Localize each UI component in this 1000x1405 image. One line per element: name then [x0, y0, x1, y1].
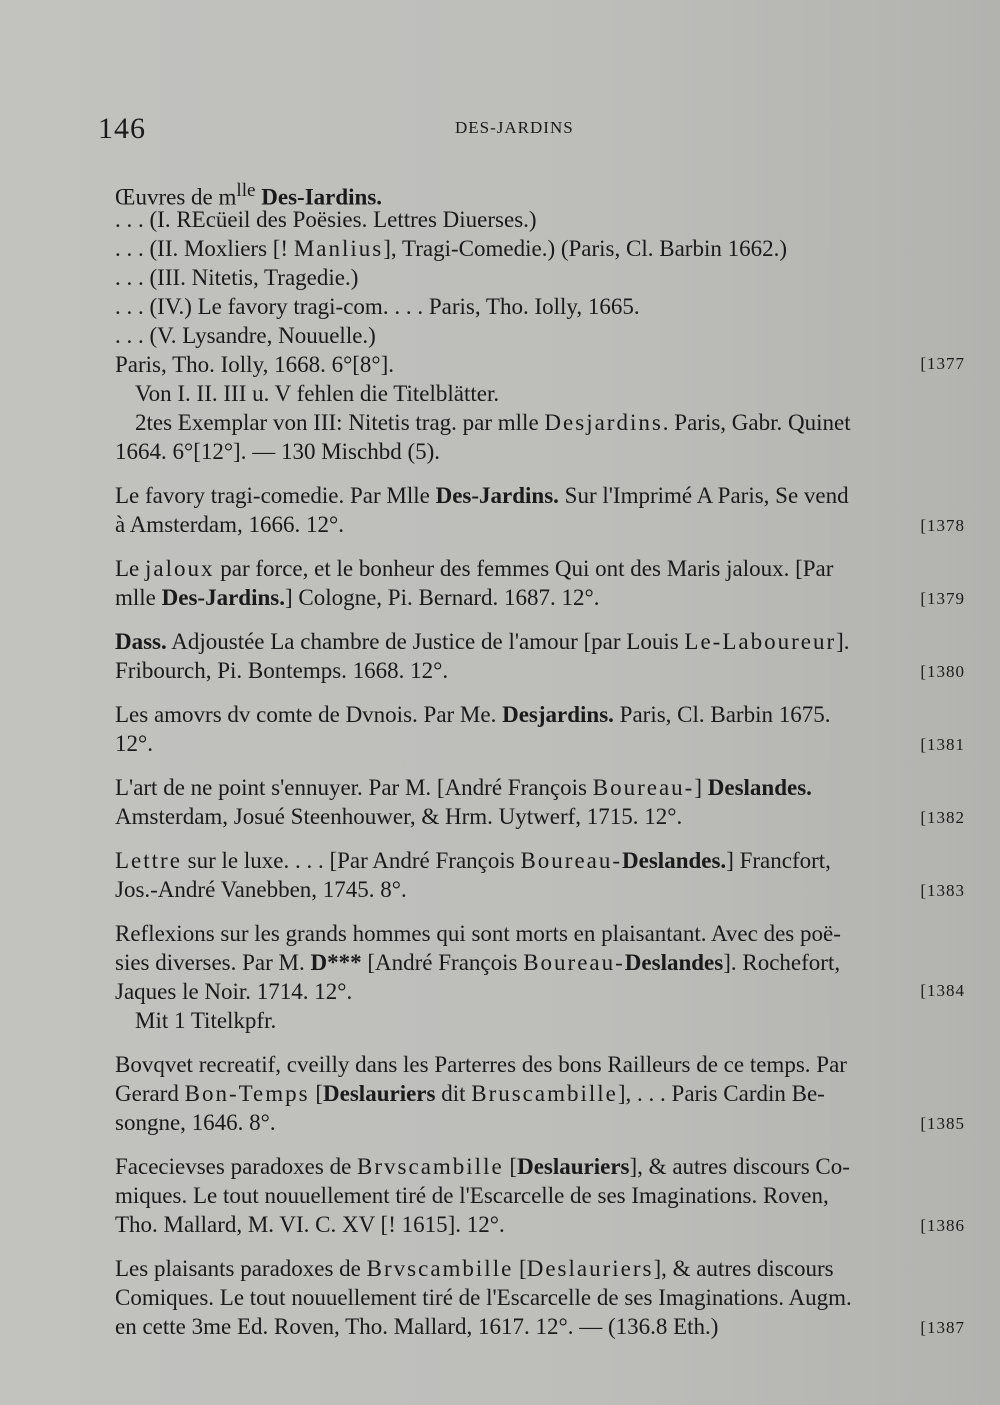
catalog-entries [115, 176, 965, 1356]
entry-text: ]. Rochefort, [723, 950, 841, 975]
author-name: Deslandes. [622, 848, 727, 873]
entry-text: . . . (V. Lysandre, Nouuelle.) [115, 323, 376, 348]
entry-text: Les plaisants paradoxes de [115, 1256, 367, 1281]
entry-line [115, 234, 965, 263]
author-name: D*** [310, 950, 362, 975]
entry-line [115, 1108, 965, 1137]
entry-line [115, 1181, 965, 1210]
author-name: Deslauriers [517, 1154, 630, 1179]
entry-text: Boureau- [520, 848, 623, 873]
entry-text: Œuvres de m [115, 184, 237, 210]
entry-line [115, 656, 965, 685]
entry-text: Jos.-André Vanebben, 1745. 8°. [115, 877, 407, 902]
entry-text: . . . (IV.) Le favory tragi-com. . . . Paris, Tho. Iolly, 1665. [115, 294, 640, 319]
catalog-entry [115, 846, 965, 904]
author-name: Des-Jardins. [161, 585, 285, 610]
entry-number: [1382 [920, 808, 965, 827]
entry-text: Deslauriers [526, 1256, 654, 1281]
entry-text: . . . (I. REcüeil des Poësies. Lettres Diuerses.) [115, 207, 537, 232]
entry-text: Bon-Temps [184, 1081, 310, 1106]
entry-line [115, 948, 965, 977]
entry-text: ], Tragi-Comedie.) (Paris, Cl. Barbin 1662.) [383, 236, 787, 261]
page-number: 146 [98, 112, 146, 145]
entry-text: Comiques. Le tout nouuellement tiré de l'Escarcelle de ses Imaginations. Augm. [115, 1285, 852, 1310]
entry-line [115, 1283, 965, 1312]
entry-line [115, 700, 965, 729]
entry-line [115, 379, 965, 408]
author-name: Dass. [115, 629, 167, 654]
entry-line [115, 773, 965, 802]
entry-line [115, 437, 965, 466]
entry-text: [ [309, 1081, 324, 1106]
entry-text: à Amsterdam, 1666. 12°. [115, 512, 344, 537]
entry-text: Le-Laboureur [684, 629, 837, 654]
entry-number: [1379 [920, 589, 965, 608]
entry-text: Les amovrs dv comte de Dvnois. Par Me. [115, 702, 503, 727]
catalog-entry [115, 481, 965, 539]
entry-line [115, 292, 965, 321]
author-name: Deslandes. [707, 775, 812, 800]
entry-line [115, 583, 965, 612]
catalog-entry [115, 919, 965, 1035]
entry-text: jaloux [145, 556, 215, 581]
entry-text: . . . (II. Moxliers [! [115, 236, 294, 261]
catalog-entry [115, 1152, 965, 1239]
entry-line [115, 481, 965, 510]
catalog-entry [115, 176, 965, 466]
entry-text: [André François [361, 950, 524, 975]
entry-text: dit [435, 1081, 472, 1106]
entry-line [115, 408, 965, 437]
entry-text: Tho. Mallard, M. VI. C. XV [! 1615]. 12°. [115, 1212, 505, 1237]
author-name: Des-Jardins. [435, 483, 559, 508]
entry-text: Manlius [293, 236, 384, 261]
entry-text: [ [503, 1154, 518, 1179]
entry-text: miques. Le tout nouuellement tiré de l'Escarcelle de ses Imaginations. Roven, [115, 1183, 829, 1208]
entry-text: ] Cologne, Pi. Bernard. 1687. 12°. [284, 585, 600, 610]
entry-text: ], & autres discours [653, 1256, 834, 1281]
entry-text: par force, et le bonheur des femmes Qui ont des Maris jaloux. [Par [214, 556, 834, 581]
entry-line [115, 977, 965, 1006]
running-head [0, 112, 1000, 152]
entry-line [115, 510, 965, 539]
entry-line [115, 846, 965, 875]
entry-line [115, 1079, 965, 1108]
entry-line [115, 729, 965, 758]
running-title: DES-JARDINS [455, 118, 574, 137]
entry-text: Reflexions sur les grands hommes qui sont morts en plaisantant. Avec des poë- [115, 921, 841, 946]
entry-text: Amsterdam, Josué Steenhouwer, & Hrm. Uytwerf, 1715. 12°. [115, 804, 683, 829]
entry-text: 2tes Exemplar von III: Nitetis trag. par mlle [135, 410, 545, 435]
entry-text: Sur l'Imprimé A Paris, Se vend [558, 483, 849, 508]
entry-text: Adjoustée La chambre de Justice de l'amour [par Louis [166, 629, 685, 654]
entry-text: [ [513, 1256, 527, 1281]
entry-text: sur le luxe. . . . [Par André François [181, 848, 521, 873]
catalog-entry [115, 700, 965, 758]
entry-text: Lettre [115, 848, 182, 873]
author-name: Desjardins. [502, 702, 614, 727]
entry-text: . . . (III. Nitetis, Tragedie.) [115, 265, 359, 290]
entry-line [115, 205, 965, 234]
entry-line [115, 1312, 965, 1341]
entry-text: 1664. 6°[12°]. — 130 Mischbd (5). [115, 439, 441, 464]
entry-number: [1381 [920, 735, 965, 754]
entry-number: [1386 [920, 1216, 965, 1235]
entry-text: songne, 1646. 8°. [115, 1110, 276, 1135]
entry-line [115, 263, 965, 292]
catalog-entry [115, 1050, 965, 1137]
entry-number: [1383 [920, 881, 965, 900]
catalog-entry [115, 554, 965, 612]
entry-line [115, 321, 965, 350]
entry-text: Fribourch, Pi. Bontemps. 1668. 12°. [115, 658, 449, 683]
entry-text: ], & autres discours Co- [629, 1154, 850, 1179]
entry-line [115, 802, 965, 831]
entry-line [115, 1210, 965, 1239]
entry-text: Jaques le Noir. 1714. 12°. [115, 979, 353, 1004]
entry-text: Mit 1 Titelkpfr. [135, 1008, 277, 1033]
entry-text: Desjardins [544, 410, 663, 435]
entry-text: Paris, Tho. Iolly, 1668. 6°[8°]. [115, 352, 395, 377]
entry-text: Brvscambille [357, 1154, 504, 1179]
entry-text: sies diverses. Par M. [115, 950, 311, 975]
entry-line [115, 176, 965, 210]
entry-text: Le favory tragi-comedie. Par Mlle [115, 483, 436, 508]
entry-text: Boureau- [523, 950, 625, 975]
entry-number: [1378 [920, 516, 965, 535]
entry-line [115, 875, 965, 904]
entry-text: en cette 3me Ed. Roven, Tho. Mallard, 1617. 12°. — (136.8 Eth.) [115, 1314, 719, 1339]
entry-line [115, 554, 965, 583]
entry-text: Gerard [115, 1081, 185, 1106]
catalog-entry [115, 773, 965, 831]
entry-text: Facecievses paradoxes de [115, 1154, 358, 1179]
entry-number: [1384 [920, 981, 965, 1000]
entry-number: [1387 [920, 1318, 965, 1337]
entry-line [115, 1006, 965, 1035]
entry-line [115, 1152, 965, 1181]
entry-line [115, 919, 965, 948]
entry-text: Bruscambille [471, 1081, 618, 1106]
author-name: Deslauriers [323, 1081, 436, 1106]
entry-text: Le [115, 556, 146, 581]
entry-line [115, 627, 965, 656]
entry-number: [1380 [920, 662, 965, 681]
superscript: lle [236, 180, 256, 201]
catalog-entry [115, 1254, 965, 1341]
entry-text: mlle [115, 585, 162, 610]
entry-line [115, 1050, 965, 1079]
entry-line [115, 350, 965, 379]
entry-text: ] [694, 775, 708, 800]
author-name: Deslandes [624, 950, 724, 975]
entry-text: Paris, Cl. Barbin 1675. [613, 702, 831, 727]
author-name: Des-Iardins. [255, 184, 383, 210]
entry-text: Brvscambille [366, 1256, 514, 1281]
entry-text: . Paris, Gabr. Quinet [662, 410, 851, 435]
entry-text: L'art de ne point s'ennuyer. Par M. [André François [115, 775, 593, 800]
entry-number: [1385 [920, 1114, 965, 1133]
catalog-entry [115, 627, 965, 685]
entry-text: ]. [836, 629, 850, 654]
entry-text: ] Francfort, [726, 848, 831, 873]
entry-text: Boureau- [592, 775, 695, 800]
entry-text: Von I. II. III u. V fehlen die Titelblätter. [135, 381, 500, 406]
entry-text: 12°. [115, 731, 153, 756]
entry-number: [1377 [920, 354, 965, 373]
entry-text: Bovqvet recreatif, cveilly dans les Parterres des bons Railleurs de ce temps. Par [115, 1052, 847, 1077]
entry-text: ], . . . Paris Cardin Be- [617, 1081, 825, 1106]
entry-line [115, 1254, 965, 1283]
